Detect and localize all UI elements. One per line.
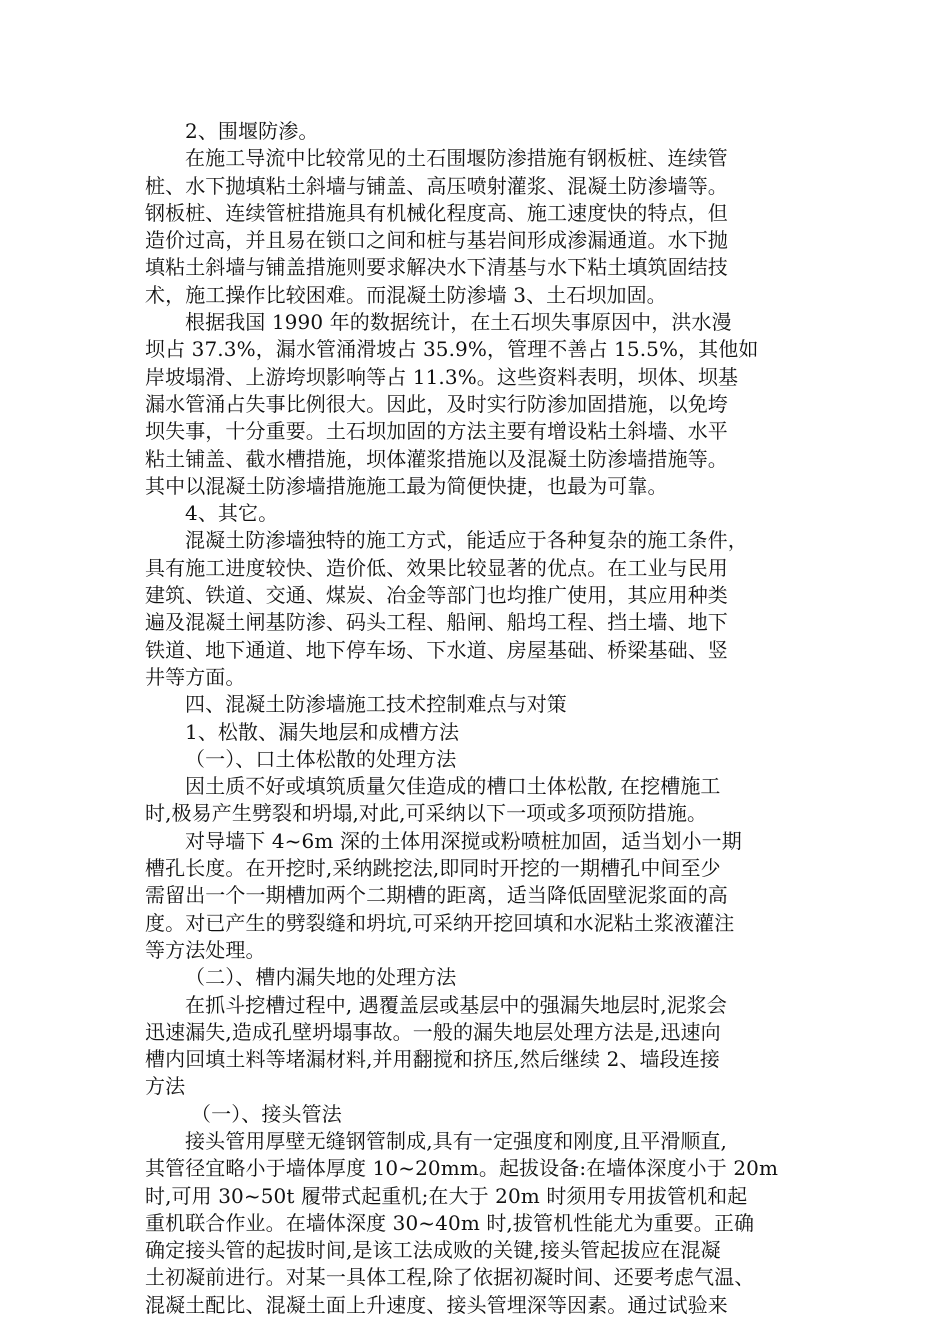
- paragraph-line: 重机联合作业。在墙体深度 30~40m 时,拔管机性能尤为重要。正确: [145, 1210, 755, 1235]
- paragraph-line: 坝占 37.3%，漏水管涌滑坡占 35.9%，管理不善占 15.5%，其他如: [145, 337, 759, 362]
- paragraph-line: 术，施工操作比较困难。而混凝土防渗墙 3、土石坝加固。: [145, 282, 667, 307]
- paragraph-line: 时,极易产生劈裂和坍塌,对此,可采纳以下一项或多项预防措施。: [145, 801, 708, 826]
- paragraph-line: 在施工导流中比较常见的土石围堰防渗措施有钢板桩、连续管: [185, 146, 728, 171]
- paragraph-line: 在抓斗挖槽过程中, 遇覆盖层或基层中的强漏失地层时,泥浆会: [185, 992, 727, 1017]
- paragraph-line: 岸坡塌滑、上游垮坝影响等占 11.3%。这些资料表明，坝体、坝基: [145, 364, 739, 389]
- section-heading: 四、混凝土防渗墙施工技术控制难点与对策: [185, 692, 567, 717]
- paragraph-line: 桩、水下抛填粘土斜墙与铺盖、高压喷射灌浆、混凝土防渗墙等。: [145, 173, 728, 198]
- paragraph-line: 铁道、地下通道、地下停车场、下水道、房屋基础、桥梁基础、竖: [145, 637, 728, 662]
- paragraph-line: 接头管用厚壁无缝钢管制成,具有一定强度和刚度,且平滑顺直,: [185, 1128, 727, 1153]
- paragraph-line: 度。对已产生的劈裂缝和坍坑,可采纳开挖回填和水泥粘土浆液灌注: [145, 910, 735, 935]
- section-heading: 2、围堰防渗。: [185, 119, 319, 143]
- paragraph-line: 方法: [145, 1074, 186, 1099]
- paragraph-line: 因土质不好或填筑质量欠佳造成的槽口土体松散, 在挖槽施工: [185, 774, 721, 799]
- paragraph-line: 遍及混凝土闸基防渗、码头工程、船闸、船坞工程、挡土墙、地下: [145, 610, 728, 635]
- section-heading: 1、松散、漏失地层和成槽方法: [185, 719, 460, 744]
- paragraph-line: 坝失事，十分重要。土石坝加固的方法主要有增设粘土斜墙、水平: [145, 419, 728, 444]
- paragraph-line: 土初凝前进行。对某一具体工程,除了依据初凝时间、还要考虑气温、: [145, 1265, 755, 1290]
- document-body: [145, 118, 815, 1319]
- paragraph-line: 槽孔长度。在开挖时,采纳跳挖法,即同时开挖的一期槽孔中间至少: [145, 856, 721, 881]
- paragraph-line: 迅速漏失,造成孔壁坍塌事故。一般的漏失地层处理方法是,迅速向: [145, 1019, 721, 1044]
- paragraph-line: 根据我国 1990 年的数据统计，在土石坝失事原因中，洪水漫: [185, 310, 732, 335]
- paragraph-line: 混凝土防渗墙独特的施工方式，能适应于各种复杂的施工条件，: [185, 528, 748, 553]
- paragraph-line: 造价过高，并且易在锁口之间和桩与基岩间形成渗漏通道。水下抛: [145, 228, 728, 253]
- section-heading: （二）、槽内漏失地的处理方法: [185, 965, 457, 990]
- section-heading: 4、其它。: [185, 501, 279, 526]
- paragraph-line: 槽内回填土料等堵漏材料,并用翻搅和挤压,然后继续 2、墙段连接: [145, 1047, 720, 1072]
- paragraph-line: 其管径宜略小于墙体厚度 10~20mm。起拔设备:在墙体深度小于 20m: [145, 1156, 779, 1181]
- paragraph-line: 钢板桩、连续管桩措施具有机械化程度高、施工速度快的特点，但: [145, 200, 728, 225]
- paragraph-line: 确定接头管的起拔时间,是该工法成败的关键,接头管起拔应在混凝: [145, 1238, 721, 1263]
- paragraph-line: 填粘土斜墙与铺盖措施则要求解决水下清基与水下粘土填筑固结技: [145, 255, 728, 280]
- paragraph-line: 时,可用 30~50t 履带式起重机;在大于 20m 时须用专用拔管机和起: [145, 1183, 748, 1208]
- paragraph-line: 对导墙下 4~6m 深的土体用深搅或粉喷桩加固，适当划小一期: [185, 828, 742, 853]
- paragraph-line: 等方法处理。: [145, 937, 266, 962]
- paragraph-line: 混凝土配比、混凝土面上升速度、接头管埋深等因素。通过试验来: [145, 1292, 728, 1317]
- paragraph-line: 井等方面。: [145, 664, 246, 689]
- paragraph-line: 建筑、铁道、交通、煤炭、冶金等部门也均推广使用，其应用种类: [145, 583, 728, 608]
- section-heading: （一）、口土体松散的处理方法: [185, 746, 457, 771]
- section-heading: （一）、接头管法: [191, 1101, 342, 1126]
- paragraph-line: 需留出一个一期槽加两个二期槽的距离，适当降低固壁泥浆面的高: [145, 883, 728, 908]
- paragraph-line: 其中以混凝土防渗墙措施施工最为简便快捷，也最为可靠。: [145, 473, 668, 498]
- paragraph-line: 具有施工进度较快、造价低、效果比较显著的优点。在工业与民用: [145, 555, 728, 580]
- paragraph-line: 漏水管涌占失事比例很大。因此，及时实行防渗加固措施，以免垮: [145, 391, 728, 416]
- paragraph-line: 粘土铺盖、截水槽措施，坝体灌浆措施以及混凝土防渗墙措施等。: [145, 446, 728, 471]
